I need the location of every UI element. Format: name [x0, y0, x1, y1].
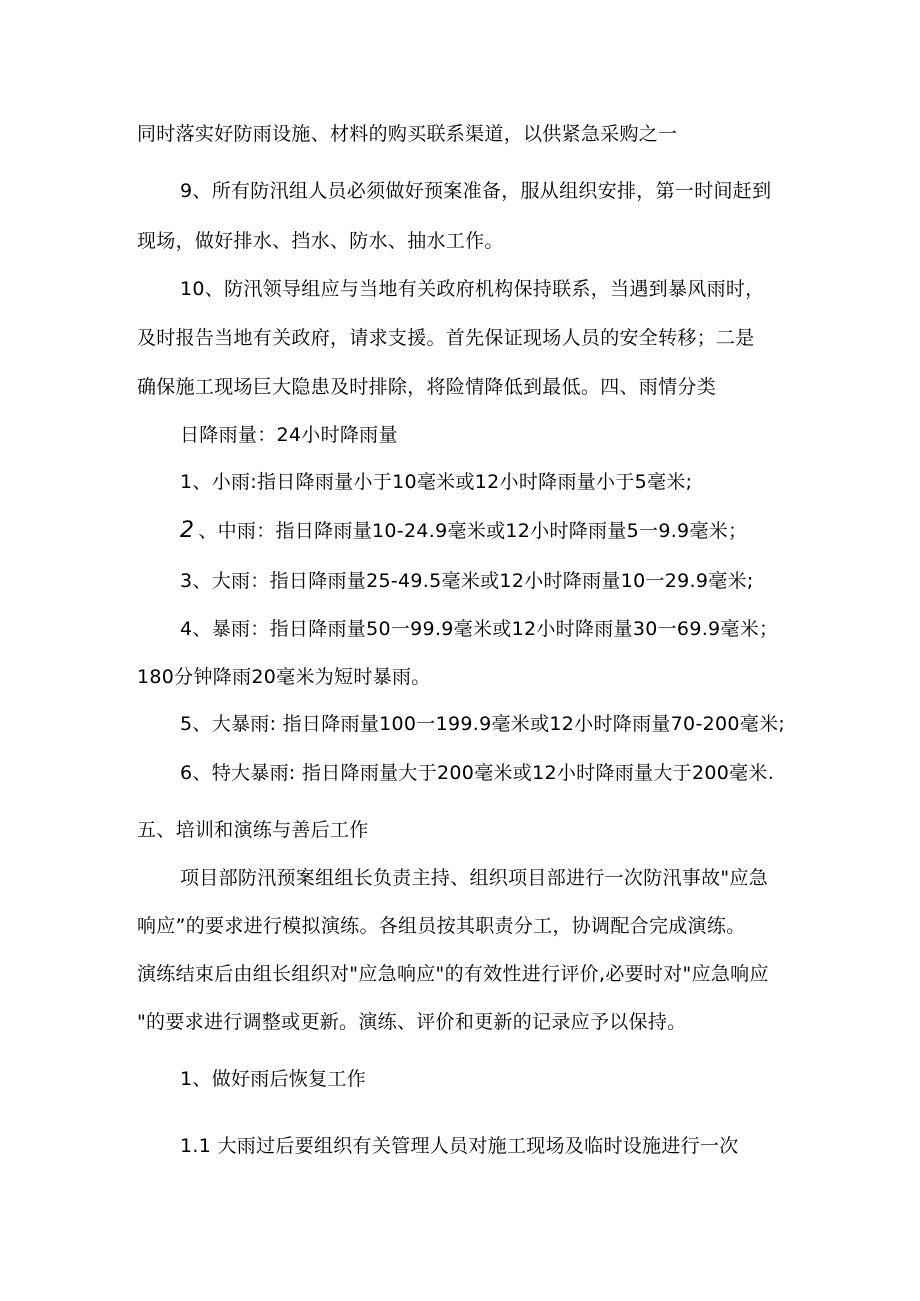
paragraph-line: 日降雨量：24小时降雨量 [180, 424, 398, 446]
subsection-heading: 1、做好雨后恢复工作 [180, 1068, 367, 1090]
paragraph-line: 及时报告当地有关政府，请求支援。首先保证现场人员的安全转移；二是 [137, 327, 755, 349]
paragraph-line: 9、所有防汛组人员必须做好预案准备，服从组织安排，第一时间赶到 [180, 180, 772, 202]
list-item-number: 2 [180, 518, 195, 543]
paragraph-line: 同时落实好防雨设施、材料的购买联系渠道，以供紧急采购之一 [137, 123, 678, 145]
paragraph-line: 项目部防汛预案组组长负责主持、组织项目部进行一次防汛事故"应急 [180, 867, 769, 889]
section-heading: 五、培训和演练与善后工作 [137, 819, 369, 841]
paragraph-line: 确保施工现场巨大隐患及时排除，将险情降低到最低。四、雨情分类 [137, 376, 717, 398]
list-item: 6、特大暴雨: 指日降雨量大于200毫米或12小时降雨量大于200毫米. [180, 762, 775, 784]
paragraph-line: 1.1 大雨过后要组织有关管理人员对施工现场及临时设施进行一次 [180, 1135, 739, 1157]
paragraph-line: 响应”的要求进行模拟演练。各组员按其职责分工，协调配合完成演练。 [137, 915, 746, 937]
paragraph-line: 演练结束后由组长组织对"应急响应"的有效性进行评价,必要时对"应急响应 [137, 963, 769, 985]
list-item: 1、小雨:指日降雨量小于10毫米或12小时降雨量小于5毫米; [180, 471, 693, 493]
list-item: 4、暴雨：指日降雨量50一99.9毫米或12小时降雨量30一69.9毫米； [180, 618, 779, 640]
list-item: 3、大雨：指日降雨量25-49.5毫米或12小时降雨量10一29.9毫米; [180, 570, 754, 592]
list-item: 5、大暴雨: 指日降雨量100一199.9毫米或12小时降雨量70-200毫米; [180, 713, 786, 735]
paragraph-line: 现场，做好排水、挡水、防水、抽水工作。 [137, 230, 504, 252]
paragraph-line: 10、防汛领导组应与当地有关政府机构保持联系，当遇到暴风雨时， [180, 278, 765, 300]
list-item-text: 中雨：指日降雨量10-24.9毫米或12小时降雨量5一9.9毫米； [217, 520, 748, 542]
paragraph-line: 180分钟降雨20毫米为短时暴雨。 [137, 666, 431, 688]
paragraph-line: "的要求进行调整或更新。演练、评价和更新的记录应予以保持。 [137, 1011, 687, 1033]
list-item: 2 、中雨：指日降雨量10-24.9毫米或12小时降雨量5一9.9毫米； [180, 518, 748, 543]
